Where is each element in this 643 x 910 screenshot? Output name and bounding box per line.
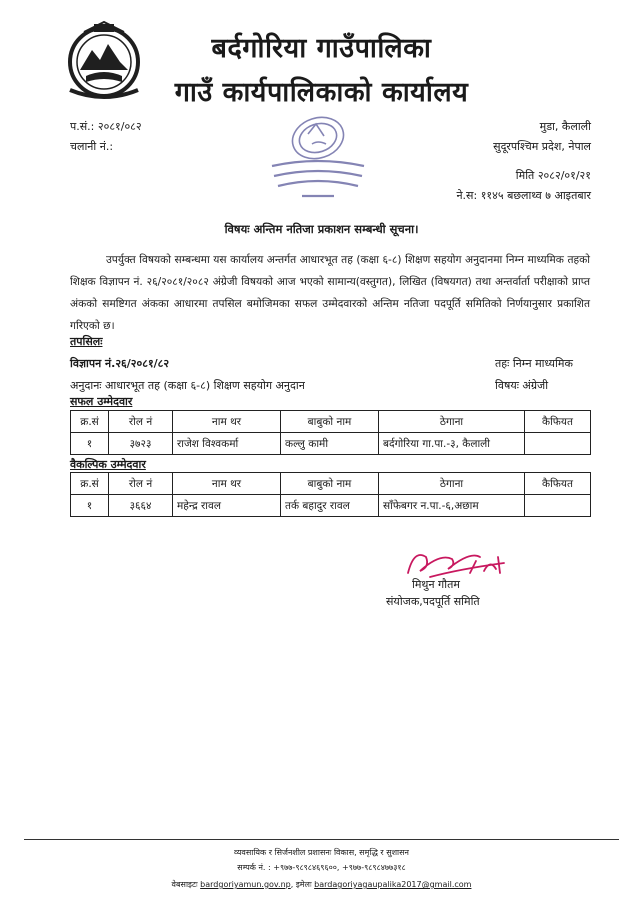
grant-label: अनुदानः आधारभूत तह (कक्षा ६-८) शिक्षण सहयोग अनुदान — [70, 379, 305, 392]
cell-roll: ३६६४ — [109, 495, 173, 517]
address-line2: सुदूरपश्चिम प्रदेश, नेपाल — [493, 140, 591, 153]
footer-contact: सम्पर्क नं. : +९७७-९८९८४६९६००, +९७७-९८९८४७७३१८ — [237, 863, 406, 872]
cell-name: राजेश विश्वकर्मा — [173, 433, 281, 455]
notice-subject: विषयः अन्तिम नतिजा प्रकाशन सम्बन्धी सूचना। — [224, 222, 419, 236]
footer-slogan: व्यवसायिक र सिर्जनशील प्रशासनः विकास, समृद्धि र सुशासन — [234, 848, 409, 857]
col-roll: रोल नं — [109, 473, 173, 495]
official-seal-stamp — [262, 104, 374, 204]
signatory-name: मिथुन गौतम — [412, 578, 460, 591]
cell-address: बर्दगोरिया गा.पा.-३, कैलाली — [379, 433, 525, 455]
table-header-row — [71, 473, 591, 495]
date: मिति २०८२/०१/२१ — [515, 169, 591, 182]
col-name: नाम थर — [173, 473, 281, 495]
notice-body: उपर्युक्त विषयको सम्बन्धमा यस कार्यालय अन्तर्गत आधारभूत तह (कक्षा ६-८) शिक्षण सहयोग अनुदानमा निम्न माध्यमिक तहको शिक्षक विज्ञापन नं. २६/२०८१/२०८२ अंग्रेजी विषयको आज भएको सामान्य(वस्तुगत), लिखित (विषयगत) तथा अन्तर्वार्ता परीक्षाको प्राप्त अंकको समष्टिगत अंकका आधारमा तपसिल बमोजिमका सफल उम्मेदवारको अन्तिम नतिजा पदपूर्ति समितिको निर्णयानुसार प्रकाशित गरिएको छ। — [70, 254, 590, 332]
cell-sn: १ — [71, 433, 109, 455]
nepal-sambat-date: ने.स: ११४५ बछलाथ्व ७ आइतबार — [456, 189, 591, 202]
office-name-line2: गाउँ कार्यपालिकाको कार्यालय — [174, 77, 469, 108]
email-label: , इमेलः — [290, 880, 312, 889]
footer-divider — [24, 839, 619, 840]
dispatch-number: चलानी नं.: — [70, 140, 114, 153]
cell-address: साँफेबगर न.पा.-६,अछाम — [379, 495, 525, 517]
col-father: बाबुको नाम — [281, 411, 379, 433]
col-father: बाबुको नाम — [281, 473, 379, 495]
alternate-candidates-table — [70, 472, 591, 517]
cell-remarks — [525, 495, 591, 517]
col-roll: रोल नं — [109, 411, 173, 433]
col-name: नाम थर — [173, 411, 281, 433]
website-label: वेबसाइटः — [171, 880, 198, 889]
alternate-candidates-title: वैकल्पिक उम्मेदवार — [70, 458, 146, 471]
successful-candidates-table — [70, 410, 591, 455]
cell-sn: १ — [71, 495, 109, 517]
cell-father: कल्लु कामी — [281, 433, 379, 455]
col-address: ठेगाना — [379, 411, 525, 433]
table-header-row — [71, 411, 591, 433]
details-heading: तपसिलः — [70, 335, 103, 348]
advertisement-number: विज्ञापन नं.२६/२०८१/८२ — [70, 357, 170, 370]
email-link[interactable]: bardagoriyagaupalika2017@gmail.com — [314, 880, 472, 889]
cell-roll: ३७२३ — [109, 433, 173, 455]
level-label: तहः निम्न माध्यमिक — [495, 357, 573, 370]
col-remarks: कैफियत — [525, 473, 591, 495]
col-address: ठेगाना — [379, 473, 525, 495]
cell-name: महेन्द्र रावल — [173, 495, 281, 517]
cell-remarks — [525, 433, 591, 455]
address-line1: मुडा, कैलाली — [539, 120, 591, 133]
table-row — [71, 495, 591, 517]
signatory-role: संयोजक,पदपूर्ति समिति — [386, 595, 480, 608]
col-sn: क्र.सं — [71, 473, 109, 495]
successful-candidates-title: सफल उम्मेदवार — [70, 395, 133, 408]
table-row — [71, 433, 591, 455]
cell-father: तर्क बहादुर रावल — [281, 495, 379, 517]
footer-web-email — [0, 879, 643, 890]
col-remarks: कैफियत — [525, 411, 591, 433]
col-sn: क्र.सं — [71, 411, 109, 433]
subject-label: विषयः अंग्रेजी — [495, 379, 549, 392]
office-name-line1: बर्दगोरिया गाउँपालिका — [211, 33, 432, 64]
letter-number: प.सं.: २०८१/०८२ — [70, 120, 142, 133]
website-link[interactable]: bardgoriyamun.gov.np — [200, 880, 291, 889]
